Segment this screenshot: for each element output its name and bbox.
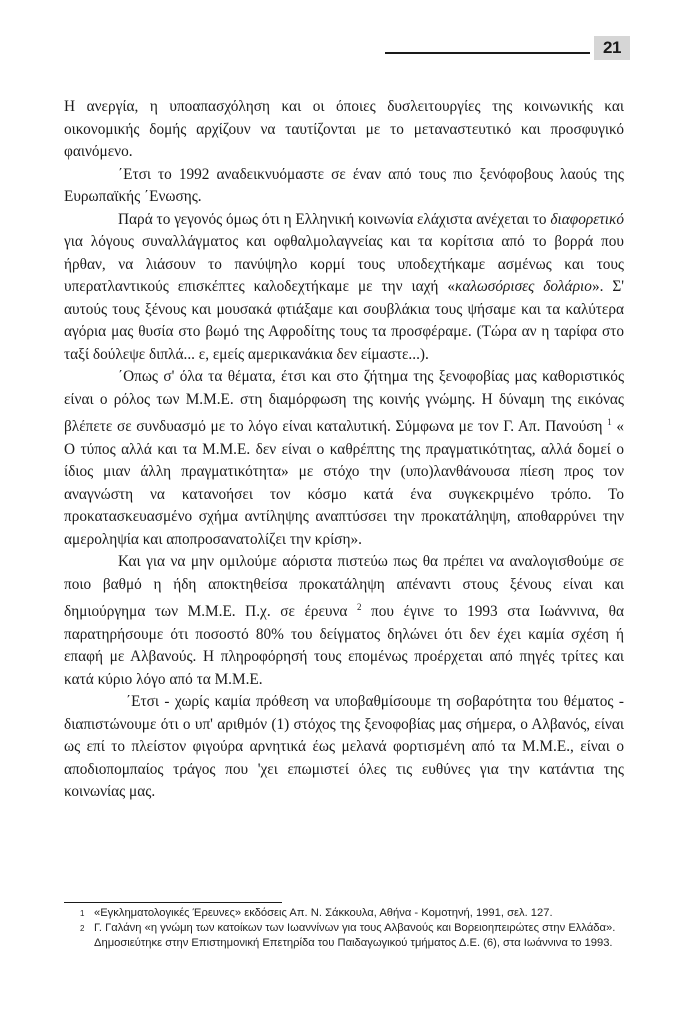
page-number: 21 xyxy=(594,36,630,60)
paragraph-1: Η ανεργία, η υποαπασχόληση και οι όποιες δυσλειτουργίες της κοινωνικής και οικονομικής δομής αρχίζουν να ταυτίζονται με το μεταναστευτικό και προσφυγικό φαινόμενο. xyxy=(64,98,624,160)
paragraph-4-text-1: ΄Οπως σ' όλα τα θέματα, έτσι και στο ζήτημα της ξενοφοβίας μας καθοριστικός είναι ο ρόλος των Μ.Μ.Ε. στη διαμόρφωση της κοινής γνώμης. Η δύναμη της εικόνας βλέπετε σε συνδυασμό με το λόγο είναι καταλυτική. Σύμφωνα με τον Γ. Απ. Πανούση xyxy=(64,368,624,435)
header-rule xyxy=(385,52,590,54)
emphasis-kalosorises: καλωσόρισες δολάριο xyxy=(455,278,592,295)
paragraph-3-text-2: για λόγους συναλλάγματος και οφθαλμολαγνείας και τα κορίτσια από το βορρά που ήρθαν, να λιάσουν το πανύψηλο κορμί τους υποδεχτήκαμε ασμένως και τους υπερατλαντικούς επισκέπτες καλοδεχτήκαμε με την ιαχή « xyxy=(64,233,624,295)
footnotes xyxy=(80,906,620,951)
footnote-1 xyxy=(80,906,620,921)
paragraph-5 xyxy=(64,551,624,691)
footnote-rule xyxy=(64,902,282,903)
footnote-ref-2: 2 xyxy=(357,602,362,612)
paragraph-5-text-1: Και για να μην ομιλούμε αόριστα πιστεύω πως θα πρέπει να αναλογισθούμε σε ποιο βαθμό η ήδη αποκτηθείσα προκατάληψη απέναντι στους ξένους είναι και δημιούργημα των Μ.Μ.Ε. Π.χ. σε έρευνα xyxy=(64,553,624,620)
paragraph-5-text-2: που έγινε το 1993 στα Ιωάννινα, θα παρατηρήσουμε ότι ποσοστό 80% του δείγματος δηλώνει ότι δεν έχει καμία σχέση ή επαφή με Αλβανούς. Η πληροφόρησή τους επομένως προέρχεται από πηγές τρίτες και κατά κύριο λόγο από τα Μ.Μ.Ε. xyxy=(64,603,625,688)
paragraph-4 xyxy=(64,366,624,551)
paragraph-2: ΄Ετσι το 1992 αναδεικνυόμαστε σε έναν από τους πιο ξενόφοβους λαούς της Ευρωπαϊκής ΄Ενωσης. xyxy=(64,165,624,205)
body-text xyxy=(64,96,624,804)
paragraph-4-text-2: « Ο τύπος αλλά και τα Μ.Μ.Ε. δεν είναι ο καθρέπτης της πραγματικότητας, αλλά δομεί ο ίδιος μιαν άλλη πραγματικότητα» με στόχο την (υπο)λανθάνουσα πίεση προς τον αναγνώστη να κατανοήσει τον κόσμο κατά ένα συγκεκριμένο τρόπο. Το προκατασκευασμένο σχήμα αντίληψης αναπτύσσει την προκατάληψη, αποθαρρύνει την αμεροληψία και αποπροσανατολίζει την κρίση». xyxy=(64,418,624,548)
paragraph-3-text-3: ». Σ' αυτούς τους ξένους και μουσακά φτιάξαμε και σουβλάκια τους ψήσαμε και τα καλύτερα αγόρια μας θυσία στο βωμό της Αφροδίτης τους τα προσφέραμε. (Τώρα αν η ταρίφα στο ταξί δούλεψε διπλά... ε, εμείς αμερικανάκια δεν είμαστε...). xyxy=(64,278,624,363)
footnote-mark: 1 xyxy=(80,909,85,918)
paragraph-3-text-1: Παρά το γεγονός όμως ότι η Ελληνική κοινωνία ελάχιστα ανέχεται το xyxy=(118,210,551,228)
footnote-2 xyxy=(80,921,620,951)
footnote-text: «Εγκληματολογικές Έρευνες» εκδόσεις Απ. Ν. Σάκκουλα, Αθήνα - Κομοτηνή, 1991, σελ. 127. xyxy=(94,907,553,919)
paragraph-6: ΄Ετσι - χωρίς καμία πρόθεση να υποβαθμίσουμε τη σοβαρότητα του θέματος - διαπιστώνουμε ότι ο υπ' αριθμόν (1) στόχος της ξενοφοβίας μας σήμερα, ο Αλβανός, είναι ως επί το πλείστον φιγούρα αρνητικά έως μελανά φορτισμένη από τα Μ.Μ.Ε., είναι ο αποδιοπομπαίος τράγος που 'χει επωμιστεί όλες τις ευθύνες για την κατάντια της κοινωνίας μας. xyxy=(64,693,624,800)
paragraph-3 xyxy=(64,209,624,367)
emphasis-diaforetiko: διαφορετικό xyxy=(550,210,624,228)
footnote-text: Γ. Γαλάνη «η γνώμη των κατοίκων των Ιωαννίνων για τους Αλβανούς και Βορειοηπειρώτες στην Ελλάδα». Δημοσιεύτηκε στην Επιστημονική Επετηρίδα του Παιδαγωγικού τμήματος Δ.Ε. (6), στα Ιωάννινα το 1993. xyxy=(94,922,616,949)
footnote-mark: 2 xyxy=(80,924,85,933)
footnote-ref-1: 1 xyxy=(607,417,612,427)
